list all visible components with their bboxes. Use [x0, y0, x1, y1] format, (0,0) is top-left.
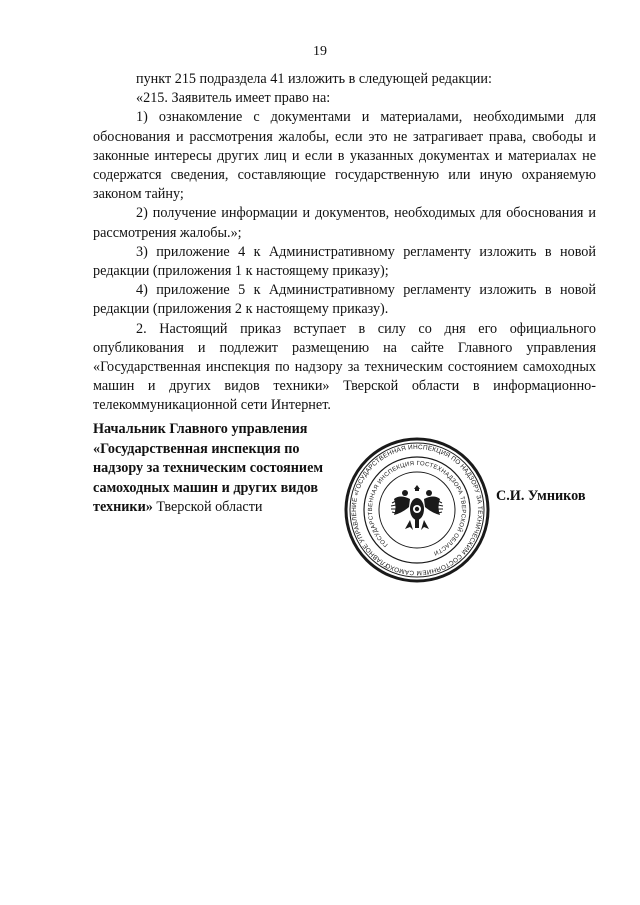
official-seal-icon: [344, 437, 490, 583]
page-number: 19: [313, 44, 327, 59]
signatory-title-line: самоходных машин и других видов: [93, 479, 318, 496]
signatory-title-line: Начальник Главного управления: [93, 421, 308, 437]
signatory-title-line: надзору за техническим состоянием: [93, 460, 324, 476]
paragraph-item-4: 4) приложение 5 к Административному регламенту изложить в новой редакции (приложения 2 к настоящему приказу).: [93, 282, 596, 318]
signatory-title-bold-part: техники»: [93, 499, 153, 515]
document-body: [93, 70, 596, 416]
seal-outer-text: ГЛАВНОЕ УПРАВЛЕНИЕ «ГОСУДАРСТВЕННАЯ ИНСПЕКЦИЯ ПО НАДЗОРУ ЗА ТЕХНИЧЕСКИМ СОСТОЯНИЕМ САМОХОДНЫХ: [350, 443, 484, 577]
signatory-title-line: «Государственная инспекция по: [93, 440, 300, 457]
signatory-title-region: Тверской области: [152, 499, 263, 515]
paragraph-order-effective: 2. Настоящий приказ вступает в силу со дня его официального опубликования и подлежит размещению на сайте Главного управления «Государственная инспекция по надзору за техническим состоянием самоходных машин и других видов техники» Тверской области в информационно-телекоммуникационной сети Интернет.: [93, 320, 596, 414]
signatory-title-line: [93, 498, 353, 518]
paragraph-item-1: 1) ознакомление с документами и материалами, необходимыми для обоснования и рассмотрения жалобы, если это не затрагивает права, свободы и законные интересы других лиц и если в указанных документах и материалах не содержатся сведения, составляющие государственную или иную охраняемую законом тайну;: [93, 109, 596, 203]
seal-inner-text: ГОСУДАРСТВЕННАЯ ИНСПЕКЦИЯ ГОСТЕХНАДЗОРА ТВЕРСКОЙ ОБЛАСТИ: [367, 460, 467, 556]
signer-name: С.И. Умников: [496, 488, 586, 504]
paragraph-intro: пункт 215 подраздела 41 изложить в следующей редакции:: [136, 71, 492, 87]
paragraph-item-2: 2) получение информации и документов, необходимых для обоснования и рассмотрения жалобы.»;: [93, 205, 596, 241]
paragraph-215-heading: «215. Заявитель имеет право на:: [136, 90, 331, 107]
paragraph-item-3: 3) приложение 4 к Административному регламенту изложить в новой редакции (приложения 1 к настоящему приказу);: [93, 243, 596, 280]
signatory-title: [93, 420, 353, 518]
